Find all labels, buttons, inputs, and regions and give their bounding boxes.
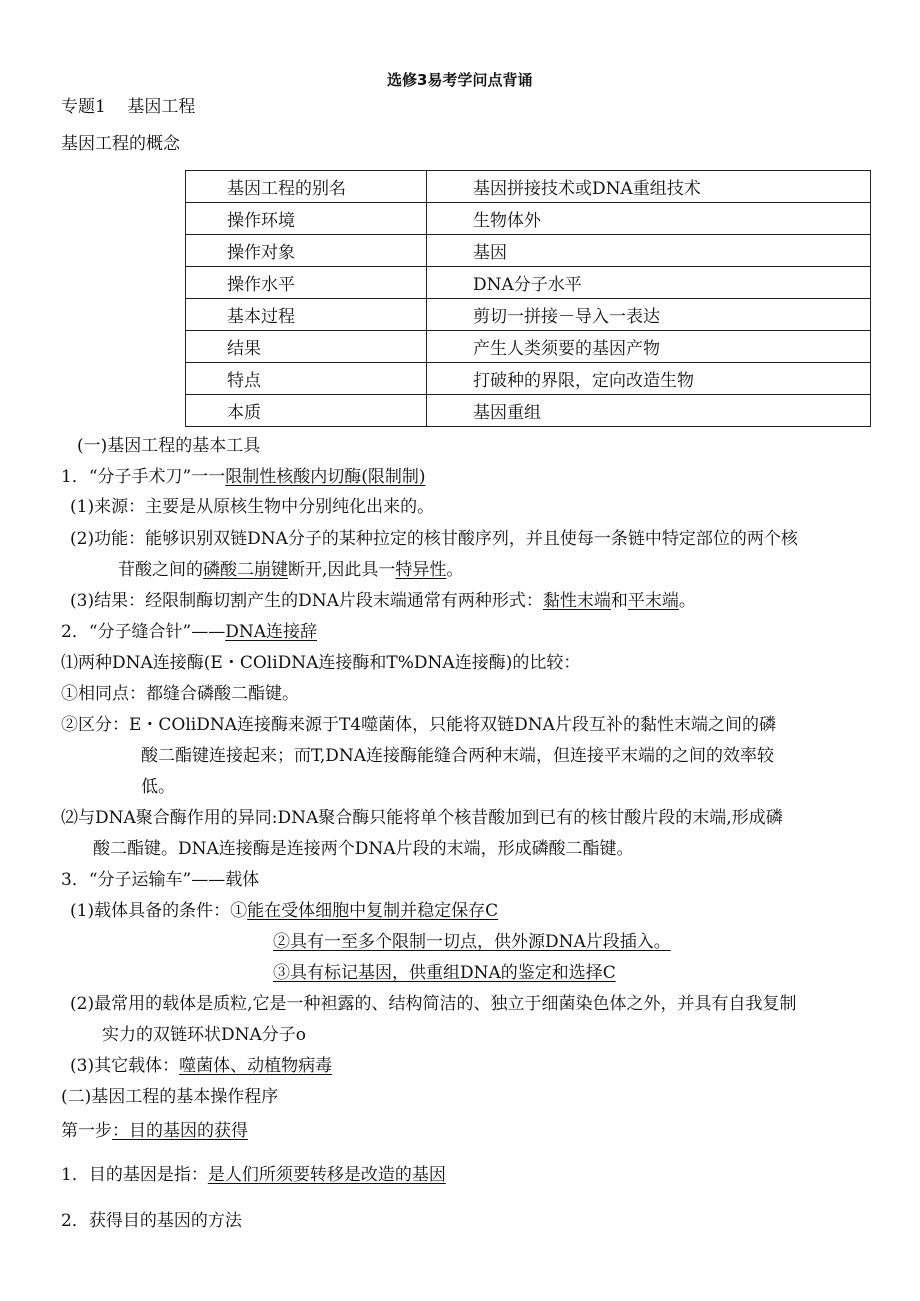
ligase-diff-line2: 酸二酯键连接起来；而T,DNA连接酶能缝合两种末端，但连接平末端的之间的效率较 <box>141 746 775 766</box>
table-cell-key: 操作水平 <box>186 267 427 299</box>
restriction-function-line1: (2)功能：能够识别双链DNA分子的某种拉定的核甘酸序列，并且使每一条链中特定部位的两个核 <box>70 529 798 549</box>
vector-condition-1 <box>70 900 498 922</box>
section-heading-tools: (一)基因工程的基本工具 <box>77 436 261 456</box>
item-ligase <box>61 621 317 643</box>
table-cell-value: 剪切一拼接－导入一表达 <box>427 299 871 331</box>
table-row <box>186 395 871 427</box>
item-answer: DNA连接辞 <box>225 622 317 642</box>
item-label: 1．“分子手术刀”一一 <box>61 467 226 487</box>
restriction-source: (1)来源：主要是从原核生物中分别纯化出来的。 <box>70 497 435 517</box>
table-cell-value: 打破种的界限，定向改造生物 <box>427 363 871 395</box>
ligase-comparison: ⑴两种DNA连接酶(E・COliDNA连接酶和T%DNA连接酶)的比较： <box>61 653 581 673</box>
answer-span: 是人们所须要转移是改造的基因 <box>207 1165 446 1185</box>
text-span: (1)载体具备的条件：① <box>70 901 248 921</box>
table-cell-value: 基因 <box>427 235 871 267</box>
table-cell-value: 产生人类须要的基因产物 <box>427 331 871 363</box>
restriction-function-line2 <box>118 559 463 581</box>
item-vector: 3．“分子运输车”——载体 <box>61 870 260 890</box>
table-cell-key: 本质 <box>186 395 427 427</box>
polymerase-line1: ⑵与DNA聚合酶作用的异同:DNA聚合酶只能将单个核昔酸加到已有的核甘酸片段的末端,形成磷 <box>61 808 783 828</box>
text-span: 。 <box>446 560 464 580</box>
text-span: 断开,因此具一 <box>288 560 396 580</box>
answer-span: 黏性末端 <box>542 591 611 611</box>
restriction-result <box>70 590 696 612</box>
other-vectors <box>70 1055 332 1077</box>
table-row <box>186 331 871 363</box>
table-row <box>186 171 871 203</box>
text-span: 和 <box>610 591 628 611</box>
concept-table <box>185 170 871 427</box>
text-span: (3)结果：经限制酶切割产生的DNA片段末端通常有两种形式： <box>70 591 543 611</box>
table-row <box>186 203 871 235</box>
table-cell-key: 特点 <box>186 363 427 395</box>
table-cell-key: 操作对象 <box>186 235 427 267</box>
ligase-diff-line1: ②区分：E・COliDNA连接酶来源于T4噬菌体，只能将双链DNA片段互补的黏性末端之间的磷 <box>61 715 776 735</box>
target-gene-methods: 2．获得目的基因的方法 <box>61 1211 242 1231</box>
plasmid-line1: (2)最常用的载体是质粒,它是一种袒露的、结构简洁的、独立于细菌染色体之外，并具有自我复制 <box>70 994 797 1014</box>
answer-span: 噬菌体、动植物病毒 <box>179 1056 333 1076</box>
table-row <box>186 267 871 299</box>
table-row <box>186 235 871 267</box>
topic-heading: 专题1 基因工程 <box>61 97 196 117</box>
table-cell-key: 操作环境 <box>186 203 427 235</box>
vector-condition-3: ③具有标记基因，供重组DNA的鉴定和选择C <box>273 963 616 983</box>
table-cell-value: 基因拼接技术或DNA重组技术 <box>427 171 871 203</box>
section-heading-procedure: (二)基因工程的基本操作程序 <box>61 1087 279 1107</box>
text-span: 1．目的基因是指： <box>61 1165 208 1185</box>
table-cell-value: 基因重组 <box>427 395 871 427</box>
table-cell-key: 基本过程 <box>186 299 427 331</box>
answer-span: 能在受体细胞中复制并稳定保存C <box>247 901 499 921</box>
ligase-diff-line3: 低。 <box>141 777 175 797</box>
table-row <box>186 363 871 395</box>
answer-span: ：目的基因的获得 <box>112 1121 248 1141</box>
answer-span: 平末端 <box>627 591 679 611</box>
item-label: 2．“分子缝合针”—— <box>61 622 226 642</box>
table-cell-value: 生物体外 <box>427 203 871 235</box>
text-span: 第一步 <box>61 1121 112 1141</box>
vector-condition-2: ②具有一至多个限制一切点，供外源DNA片段插入。 <box>273 932 671 952</box>
item-restriction-enzyme <box>61 466 425 488</box>
item-answer: 限制性核酸内切酶(限制制) <box>225 467 426 487</box>
table-cell-key: 基因工程的别名 <box>186 171 427 203</box>
answer-span: 磷酸二崩键 <box>203 560 288 580</box>
text-span: (3)其它载体： <box>70 1056 180 1076</box>
concept-heading: 基因工程的概念 <box>61 134 180 154</box>
polymerase-line2: 酸二酯键。DNA连接酶是连接两个DNA片段的末端，形成磷酸二酯键。 <box>93 839 634 859</box>
document-title: 选修3易考学问点背诵 <box>387 71 533 89</box>
text-span: 苷酸之间的 <box>118 560 203 580</box>
table-cell-value: DNA分子水平 <box>427 267 871 299</box>
text-span: 。 <box>678 591 696 611</box>
plasmid-line2: 实力的双链环状DNA分子o <box>102 1025 307 1045</box>
answer-span: 特异性 <box>395 560 447 580</box>
ligase-same: ①相同点：都缝合磷酸二酯键。 <box>61 684 299 704</box>
step-one <box>61 1120 248 1142</box>
table-cell-key: 结果 <box>186 331 427 363</box>
target-gene-definition <box>61 1164 446 1186</box>
table-row <box>186 299 871 331</box>
